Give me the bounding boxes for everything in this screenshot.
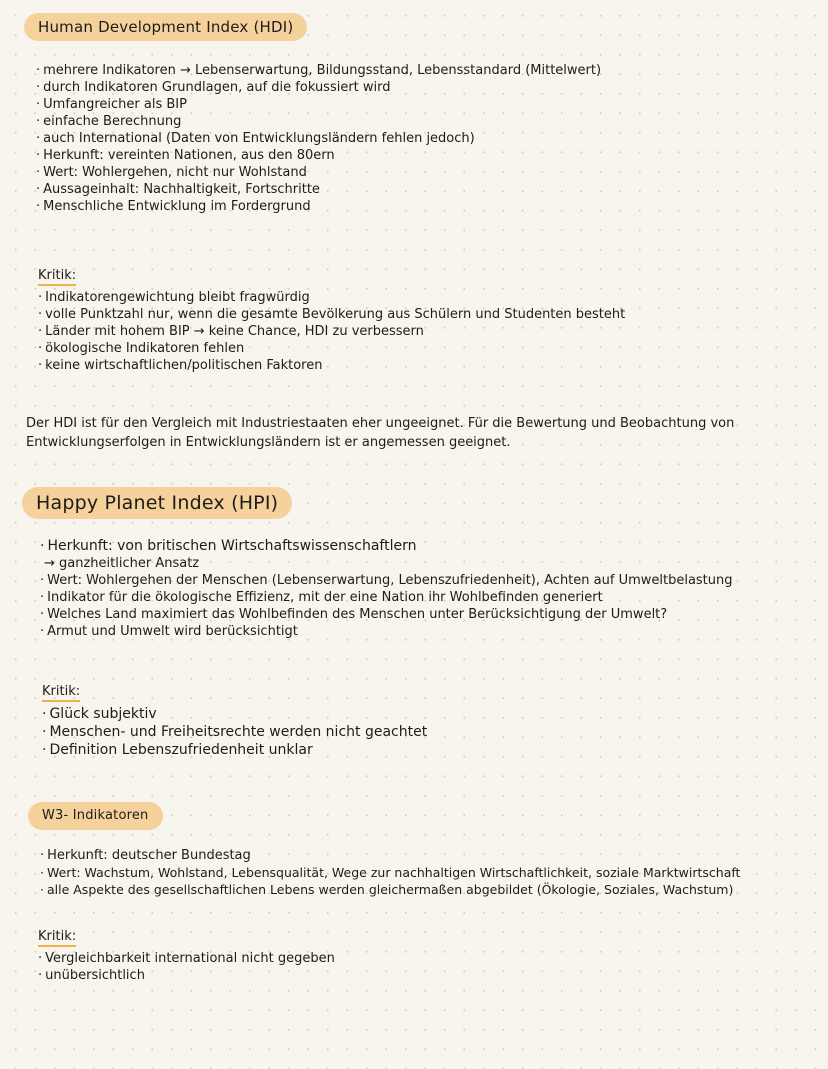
kritik-heading: Kritik:	[38, 928, 76, 947]
kritik-heading: Kritik:	[42, 683, 80, 702]
list-item: · Definition Lebenszufriedenheit unklar	[42, 741, 828, 759]
hpi-kritik	[42, 680, 828, 759]
list-item: · Länder mit hohem BIP → keine Chance, HDI zu verbessern	[38, 323, 828, 340]
list-item: · Vergleichbarkeit international nicht gegeben	[38, 950, 828, 967]
list-item: · Glück subjektiv	[42, 705, 828, 723]
list-item: · alle Aspekte des gesellschaftlichen Lebens werden gleichermaßen abgebildet (Ökologie, Soziales, Wachstum)	[40, 881, 828, 898]
list-item: · Menschen- und Freiheitsrechte werden nicht geachtet	[42, 723, 828, 741]
list-item: · ökologische Indikatoren fehlen	[38, 340, 828, 357]
list-item: · Umfangreicher als BIP	[36, 96, 828, 113]
section-title-hpi: Happy Planet Index (HPI)	[22, 487, 292, 519]
hpi-points	[40, 537, 828, 640]
hdi-conclusion: Der HDI ist für den Vergleich mit Industriestaaten eher ungeeignet. Für die Bewertung und Beobachtung von Entwicklungserfolgen in Entwicklungsländern ist er angemessen geeignet.	[26, 416, 735, 450]
list-item: · Wert: Wohlergehen der Menschen (Lebenserwartung, Lebenszufriedenheit), Achten auf Umweltbelastung	[40, 572, 828, 589]
section-title-w3: W3- Indikatoren	[28, 802, 163, 830]
list-item: · Herkunft: deutscher Bundestag	[40, 847, 828, 864]
list-item: · auch International (Daten von Entwicklungsländern fehlen jedoch)	[36, 130, 828, 147]
w3-points	[40, 847, 828, 898]
list-item: · Menschliche Entwicklung im Fordergrund	[36, 198, 828, 215]
list-item: · Indikatorengewichtung bleibt fragwürdig	[38, 289, 828, 306]
hdi-points	[36, 62, 828, 215]
list-item: · mehrere Indikatoren → Lebenserwartung, Bildungsstand, Lebensstandard (Mittelwert)	[36, 62, 828, 79]
list-item: · Herkunft: von britischen Wirtschaftswissenschaftlern	[40, 537, 828, 555]
list-item: · einfache Berechnung	[36, 113, 828, 130]
hdi-kritik	[38, 264, 828, 374]
list-item: · Wert: Wachstum, Wohlstand, Lebensqualität, Wege zur nachhaltigen Wirtschaftlichkeit, soziale Marktwirtschaft	[40, 864, 828, 881]
list-item: · Indikator für die ökologische Effizienz, mit der eine Nation ihr Wohlbefinden generiert	[40, 589, 828, 606]
list-item: · durch Indikatoren Grundlagen, auf die fokussiert wird	[36, 79, 828, 96]
list-item: · Welches Land maximiert das Wohlbefinden des Menschen unter Berücksichtigung der Umwelt?	[40, 606, 828, 623]
list-item: → ganzheitlicher Ansatz	[44, 556, 200, 571]
list-item: · Herkunft: vereinten Nationen, aus den 80ern	[36, 147, 828, 164]
kritik-heading: Kritik:	[38, 267, 76, 286]
list-item: · Wert: Wohlergehen, nicht nur Wohlstand	[36, 164, 828, 181]
list-item: · unübersichtlich	[38, 967, 828, 984]
w3-kritik	[38, 925, 828, 984]
list-item: · volle Punktzahl nur, wenn die gesamte Bevölkerung aus Schülern und Studenten besteht	[38, 306, 828, 323]
list-item: · Aussageinhalt: Nachhaltigkeit, Fortschritte	[36, 181, 828, 198]
section-title-hdi: Human Development Index (HDI)	[24, 13, 307, 41]
list-item: · Armut und Umwelt wird berücksichtigt	[40, 623, 828, 640]
list-item: · keine wirtschaftlichen/politischen Faktoren	[38, 357, 828, 374]
